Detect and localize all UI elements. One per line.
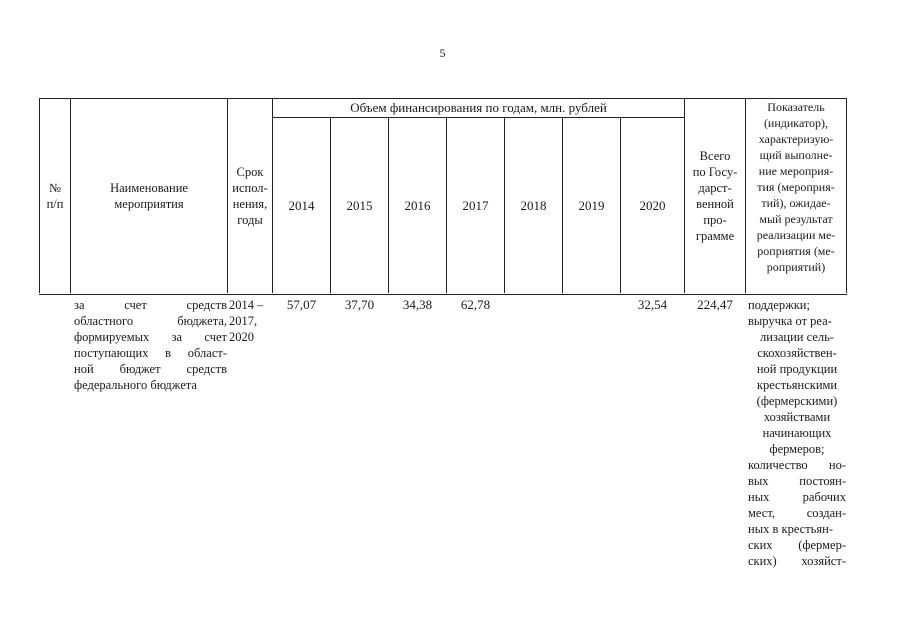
- header-year: 2016: [404, 197, 431, 213]
- row-value-2017: 62,78: [460, 297, 491, 312]
- header-year: 2019: [578, 197, 605, 213]
- row-term: 2014 – 2017, 2020: [229, 298, 264, 344]
- row-value-2014: 57,07: [286, 297, 317, 312]
- row-value-2020: 32,54: [637, 297, 668, 312]
- page-number: 5: [439, 46, 446, 60]
- header-term: Срок испол- нения, годы: [232, 165, 268, 227]
- row-name: за счет средств областного бюджета, формируемых за счет поступающих в област- ной бюджет средств федерального бюджета: [74, 298, 227, 392]
- header-funding-title: Объем финансирования по годам, млн. рублей: [350, 100, 607, 115]
- row-indicator: поддержки; выручка от реа- лизации сель- скохозяйствен- ной продукции крестьянскими (фермерскими) хозяйствами начинающих фермеров; количество но- вых постоян- ных рабочих мест, создан- ных в крестьян- ских (фермер- ских) хозяйст-: [748, 298, 846, 568]
- header-year: 2018: [520, 197, 547, 213]
- header-name: Наименование мероприятия: [110, 181, 188, 211]
- col-divider: [846, 98, 847, 293]
- row-value-2016: 34,38: [402, 297, 433, 312]
- header-year: 2014: [288, 197, 315, 213]
- row-total: 224,47: [697, 297, 733, 312]
- header-total: Всего по Госу- дарст- венной про- грамме: [692, 149, 738, 243]
- header-indicator: Показатель (индикатор), характеризую- щий выполне- ние мероприя- тия (мероприя- тий), ожидае- мый результат реализации ме- роприятия (ме- роприятий): [756, 100, 836, 274]
- header-year: 2017: [462, 197, 489, 213]
- row-value-2015: 37,70: [344, 297, 375, 312]
- header-year: 2015: [346, 197, 373, 213]
- header-year: 2020: [639, 197, 666, 213]
- header-number: № п/п: [46, 181, 64, 211]
